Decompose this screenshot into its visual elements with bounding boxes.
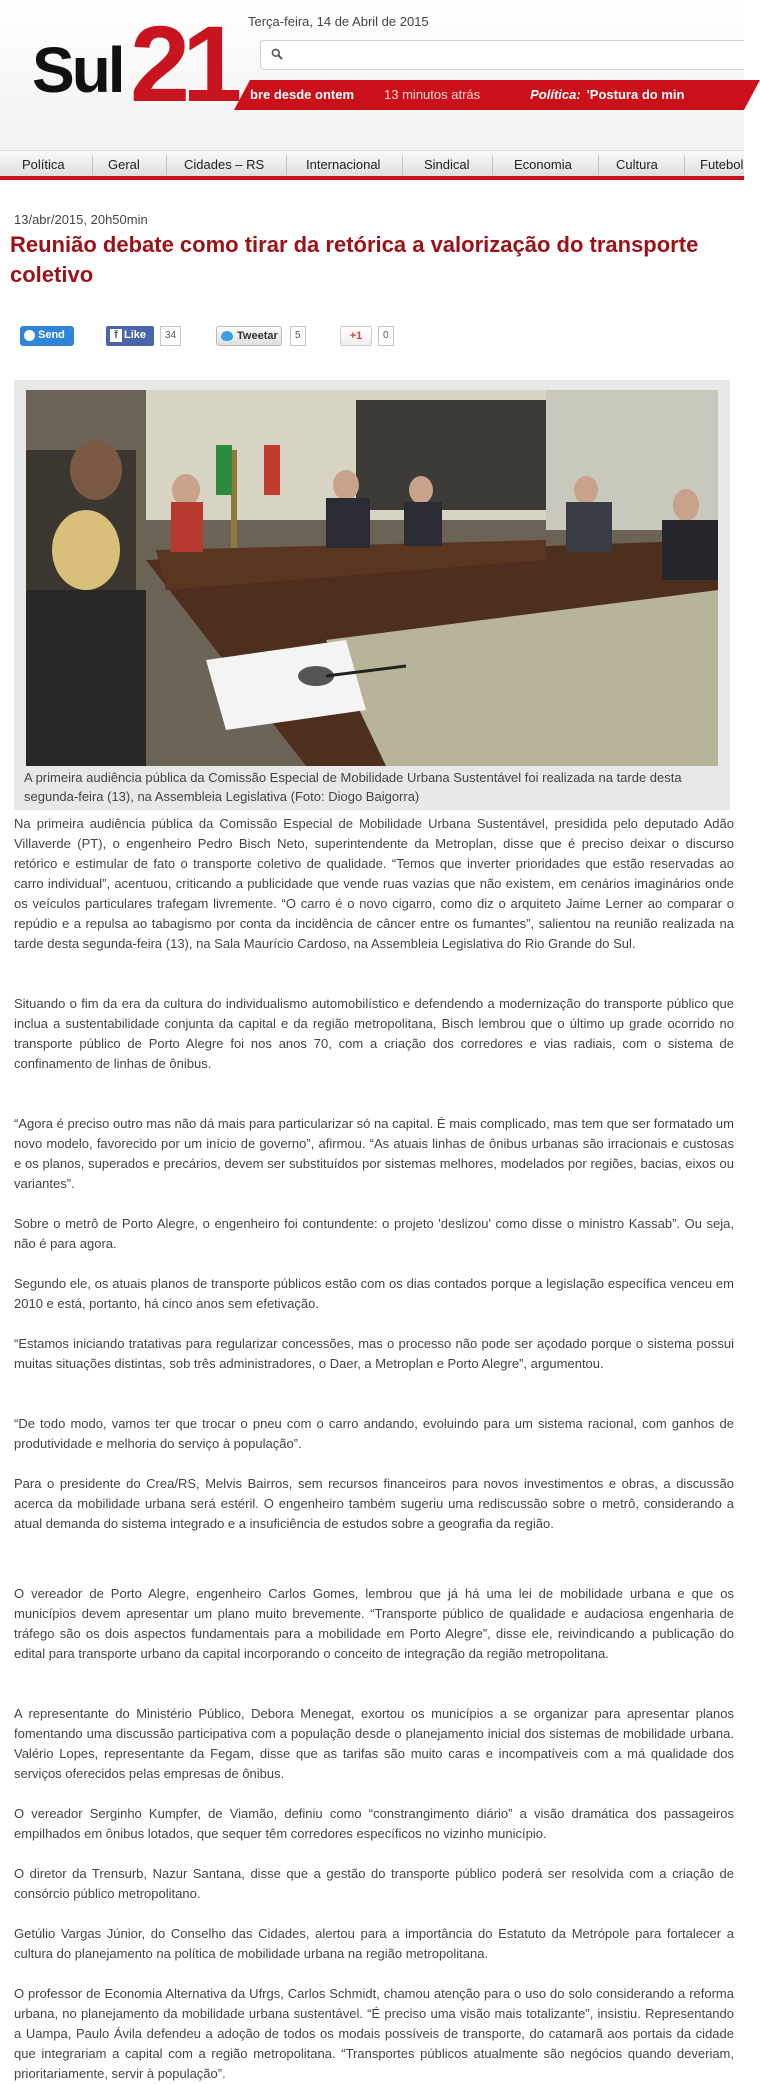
nav-separator — [286, 155, 287, 175]
tweet-button[interactable] — [216, 326, 282, 346]
current-date: Terça-feira, 14 de Abril de 2015 — [248, 14, 429, 29]
nav-separator — [92, 155, 93, 175]
photo-caption: A primeira audiência pública da Comissão Especial de Mobilidade Urbana Sustentável foi realizada na tarde desta segunda-feira (13), na Assembleia Legislativa (Foto: Diogo Baigorra) — [24, 770, 682, 804]
facebook-like-button[interactable] — [106, 326, 154, 346]
article-date: 13/abr/2015, 20h50min — [14, 212, 148, 227]
search-box[interactable] — [260, 40, 744, 70]
nav-separator — [598, 155, 599, 175]
nav-item-politica[interactable]: Política — [22, 157, 65, 172]
nav-item-economia[interactable]: Economia — [514, 157, 572, 172]
main-nav — [0, 150, 744, 180]
site-header — [0, 0, 744, 150]
article-paragraph: Getúlio Vargas Júnior, do Conselho das Cidades, alertou para a importância do Estatuto da Metrópole para fortalecer a cultura do planejamento na política de mobilidade urbana na região metropolitana. — [14, 1926, 734, 1961]
article-paragraph: O vereador Serginho Kumpfer, de Viamão, definiu como “constrangimento diário” a visão dramática dos passageiros empilhados em ônibus lotados, que sequer têm corredores específicos no vizinho município. — [14, 1806, 734, 1841]
twitter-icon — [221, 331, 233, 341]
social-share-bar — [20, 326, 440, 346]
article-paragraph: O professor de Economia Alternativa da Ufrgs, Carlos Schmidt, chamou atenção para o uso do solo considerando a reforma urbana, no planejamento da mobilidade urbana sustentável. “É preciso uma visão mais totalizante”, insistiu. Representando a Uampa, Paulo Ávila defendeu a adoção de todos os modais possíveis de transporte, do catamarã aos portais da cidade que integrariam a capital com a região metropolitana. “Transportes públicos atualmente são negócios quando deveriam, prioritariamente, servir à população”. — [14, 1986, 734, 2081]
gplus-count: 0 — [378, 326, 394, 346]
nav-separator — [402, 155, 403, 175]
nav-item-geral[interactable]: Geral — [108, 157, 140, 172]
article-title: Reunião debate como tirar da retórica a valorização do transporte coletivo — [10, 232, 699, 287]
article-paragraph: Segundo ele, os atuais planos de transporte públicos estão com os dias contados porque a legislação específica venceu em 2010 e está, portanto, há cinco anos sem efetivação. — [14, 1276, 734, 1311]
nav-item-sindical[interactable]: Sindical — [424, 157, 470, 172]
article-paragraph: “Agora é preciso outro mas não dá mais para particularizar só na capital. É mais complicado, mas tem que ser formatado um novo modelo, favorecido por um início de governo”, afirmou. “As atuais linhas de ônibus urbanas são irracionais e custosas e os planos, superados e precários, devem ser substituídos por sistemas melhores, modelados por regiões, bacias, eixos ou variantes”. — [14, 1116, 734, 1191]
facebook-icon: f — [110, 329, 122, 342]
send-label: Send — [38, 329, 65, 341]
article-paragraph: “Estamos iniciando tratativas para regularizar concessões, mas o processo não pode ser açodado porque o sistema possui muitas situações distintas, sob três administradores, o Daer, a Metroplan e Porto Alegre”, argumentou. — [14, 1336, 734, 1371]
article-paragraph: “De todo modo, vamos ter que trocar o pneu com o carro andando, evoluindo para um sistema racional, com ganhos de produtividade e melhoria do serviço à população”. — [14, 1416, 734, 1451]
like-label: Like — [124, 329, 147, 341]
messenger-icon — [24, 330, 35, 341]
article-paragraph: Para o presidente do Crea/RS, Melvis Bairros, sem recursos financeiros para novos investimentos e obras, a discussão acerca da mobilidade urbana será estéril. O engenheiro também sugeriu uma rediscussão sobre o metrô, considerando a atual demanda do sistema integrado e a insuficiência de estudos sobre a geografia da região. — [14, 1476, 734, 1531]
search-input[interactable] — [291, 45, 731, 65]
site-logo[interactable] — [32, 3, 235, 124]
google-plus-button[interactable] — [340, 326, 372, 346]
nav-item-cultura[interactable]: Cultura — [616, 157, 658, 172]
article-paragraph: Sobre o metrô de Porto Alegre, o engenheiro foi contundente: o projeto 'deslizou' como disse o ministro Kassab”. Ou seja, não é para agora. — [14, 1216, 734, 1251]
nav-item-cidades[interactable]: Cidades – RS — [184, 157, 265, 172]
nav-separator — [684, 155, 685, 175]
like-count: 34 — [160, 326, 181, 346]
nav-item-internacional[interactable]: Internacional — [306, 157, 381, 172]
ticker-time: 13 minutos atrás — [384, 87, 481, 102]
logo-text-21: 21 — [130, 3, 235, 124]
search-icon[interactable] — [271, 48, 283, 60]
ticker-headline[interactable]: 'Postura do min — [586, 87, 685, 102]
ticker-lead[interactable]: bre desde ontem — [250, 87, 355, 102]
article-paragraph: A representante do Ministério Público, Debora Menegat, exortou os municípios a se organizar para apresentar planos fomentando uma discussão participativa com a população desde o planejamento inicial dos sistemas de mobilidade urbana. Valério Lopes, representante da Fegam, disse que as tarifas são muito caras e incompatíveis com a má qualidade dos serviços oferecidos pelas empresas de ônibus. — [14, 1706, 734, 1781]
article-paragraph: Na primeira audiência pública da Comissão Especial de Mobilidade Urbana Sustentável, presidida pelo deputado Adão Villaverde (PT), o engenheiro Pedro Bisch Neto, superintendente da Metroplan, disse que é preciso deixar o discurso retórico e estimular de fato o transporte coletivo de qualidade. “Temos que inverter prioridades que estão reservadas ao carro individual”, acentuou, criticando a publicidade que vende ruas vazias que não existem, em cenários imaginários onde os veículos particulares trafegam livremente. “O carro é o novo cigarro, como diz o arquiteto Jaime Lerner ao comparar o repúdio e a repulsa ao tabagismo por conta da incidência de câncer entre os fumantes”, salientou na reunião realizada na tarde desta segunda-feira (13), na Sala Maurício Cardoso, na Assembleia Legislativa do Rio Grande do Sul. — [14, 816, 734, 951]
ticker-category: Política: — [530, 87, 581, 102]
news-ticker[interactable] — [250, 80, 744, 110]
tweet-label: Tweetar — [237, 330, 278, 342]
article-paragraph: O vereador de Porto Alegre, engenheiro Carlos Gomes, lembrou que já há uma lei de mobilidade urbana e que os municípios devem apresentar um plano muito brevemente. “Transporte público de qualidade e audaciosa engenharia de tráfego são os dois aspectos fundamentais para a mobilidade em Porto Alegre”, disse ele, reivindicando a publicação do edital para transporte urbano da capital incorporando o conceito de integração da região metropolitana. — [14, 1586, 734, 1661]
article-paragraph: Situando o fim da era da cultura do individualismo automobilístico e defendendo a modernização do transporte público que inclua a sustentabilidade conjunta da capital e da região metropolitana, Bisch lembrou que o último up grade ocorrido no transporte público de Porto Alegre foi nos anos 70, com a criação dos corredores e vias radiais, com o sistema de confinamento de linhas de ônibus. — [14, 996, 734, 1071]
nav-separator — [492, 155, 493, 175]
messenger-send-button[interactable] — [20, 326, 74, 346]
nav-separator — [166, 155, 167, 175]
gplus-label: +1 — [349, 330, 363, 342]
article-photo[interactable] — [26, 390, 718, 766]
logo-text-sul: Sul — [32, 34, 123, 106]
tweet-count: 5 — [290, 326, 306, 346]
nav-item-futebol[interactable]: Futebol — [700, 157, 744, 172]
article-paragraph: O diretor da Trensurb, Nazur Santana, disse que a gestão do transporte público poderá ser resolvida com a criação de consórcio público metropolitano. — [14, 1866, 734, 1901]
article-figure — [14, 380, 730, 810]
